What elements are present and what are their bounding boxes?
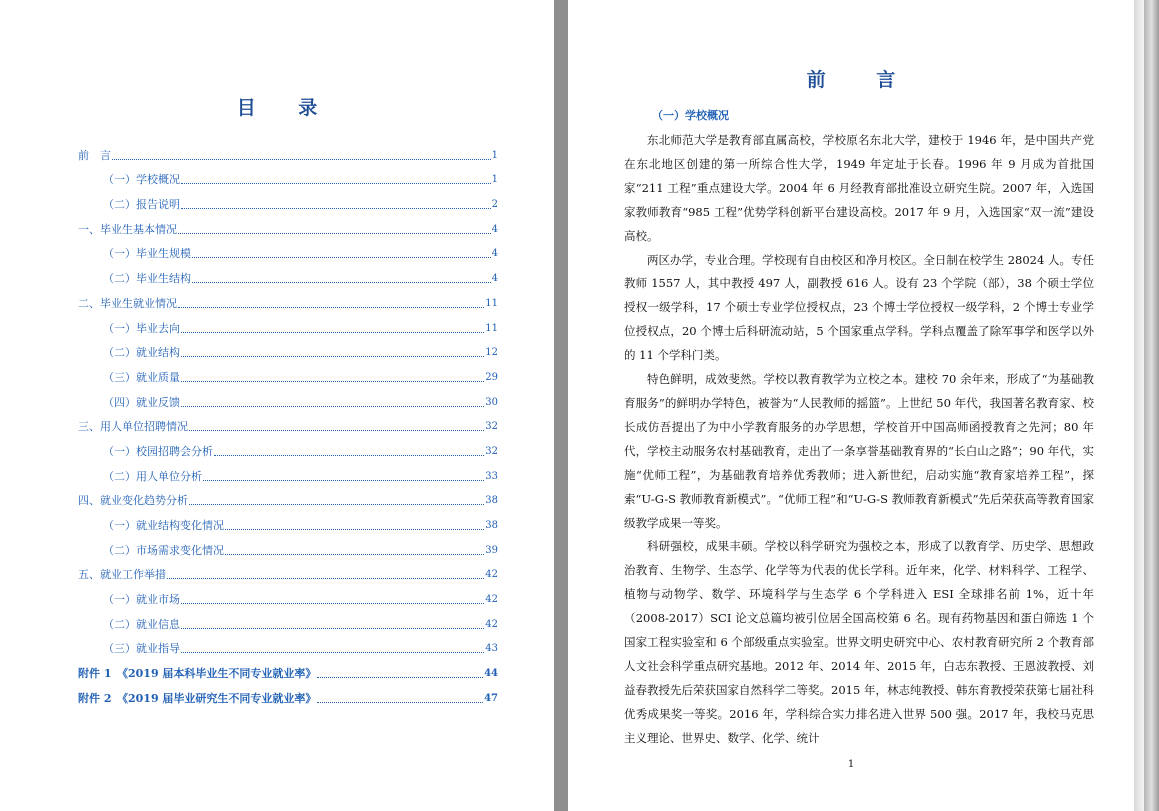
toc-entry-page: 42	[485, 618, 498, 630]
viewer-scrollbar[interactable]	[1144, 0, 1159, 811]
page-gutter	[554, 0, 568, 811]
toc-entry[interactable]	[78, 261, 498, 286]
section-heading: （一）学校概况	[652, 109, 729, 122]
toc-entry[interactable]	[78, 533, 498, 558]
toc-entry[interactable]	[78, 385, 498, 410]
toc-entry-text: （二）用人单位分析	[103, 469, 202, 483]
toc-entry-text: （二）就业信息	[103, 617, 180, 631]
toc-entry-text: 三、用人单位招聘情况	[78, 420, 188, 434]
toc-entry[interactable]	[78, 582, 498, 607]
toc-entry-page: 39	[485, 544, 498, 556]
toc-entry-page: 4	[491, 223, 498, 235]
toc-leader-dots	[225, 528, 484, 530]
toc-entry[interactable]	[78, 286, 498, 311]
toc-leader-dots	[181, 602, 484, 604]
toc-entry[interactable]	[78, 607, 498, 632]
toc-entry-page: 32	[485, 445, 498, 457]
toc-entry-page: 11	[485, 322, 498, 334]
toc-leader-dots	[189, 503, 484, 505]
toc-entry-page: 12	[485, 347, 498, 359]
toc-entry[interactable]	[78, 336, 498, 361]
toc-entry-page: 11	[485, 297, 498, 309]
paragraph: 特色鲜明，成效斐然。学校以教育教学为立校之本。建校 70 余年来，形成了“为基础教育服务”的鲜明办学特色，被誉为“人民教师的摇篮”。上世纪 50 年代，我国著名教育家、校长成仿吾提出了为中小学教育服务的办学思想，学校首开中国高师函授教育之先河；80 年代，学校主动服务农村基础教育，走出了一条享誉基础教育界的“长白山之路”；90 年代，实施“优师工程”，为基础教育培养优秀教师；进入新世纪，启动实施“教育家培养工程”，探索“U-G-S 教师教育新模式”。“优师工程”和“U-G-S 教师教育新模式”先后荣获高等教育国家级教学成果一等奖。	[624, 372, 1094, 530]
toc-entry-text: 附件 1 《2019 届本科毕业生不同专业就业率》	[78, 667, 317, 681]
toc-entry-text: （一）就业市场	[103, 593, 180, 607]
toc-entry-text: （二）报告说明	[103, 198, 180, 212]
toc-entry[interactable]	[78, 187, 498, 212]
toc-entry[interactable]	[78, 410, 498, 435]
toc-leader-dots	[181, 405, 484, 407]
paragraph: 两区办学，专业合理。学校现有自由校区和净月校区。全日制在校学生 28024 人。专任教师 1557 人，其中教授 497 人，副教授 616 人。设有 23 个学院（部），38 个硕士学位授权一级学科，17 个硕士专业学位授权点，23 个博士学位授权一级学科，2 个博士专业学位授权点，20 个博士后科研流动站，5 个国家重点学科。学科点覆盖了除军事学和医学以外的 11 个学科门类。	[624, 252, 1094, 363]
toc-entry-page: 4	[491, 248, 498, 260]
toc-leader-dots	[214, 454, 484, 456]
toc-entry-text: （一）学校概况	[103, 173, 180, 187]
toc-entry-page: 2	[491, 199, 498, 211]
toc-entry-page: 32	[485, 421, 498, 433]
toc-entry-page: 42	[485, 594, 498, 606]
toc-entry-text: 一、毕业生基本情况	[78, 222, 177, 236]
toc-entry[interactable]	[78, 508, 498, 533]
toc-entry[interactable]	[78, 656, 498, 681]
toc-entry-page: 33	[485, 470, 498, 482]
toc-entry[interactable]	[78, 237, 498, 262]
toc-entry-page: 1	[491, 174, 498, 186]
toc-entry-page: 1	[491, 149, 498, 161]
toc-entry-page: 38	[485, 495, 498, 507]
paragraph: 东北师范大学是教育部直属高校，学校原名东北大学，建校于 1946 年，是中国共产党在东北地区创建的第一所综合性大学，1949 年定址于长春。1996 年 9 月成为首批国家“211 工程”重点建设大学。2004 年 6 月经教育部批准设立研究生院。2007 年，入选国家教师教育“985 工程”优势学科创新平台建设高校。2017 年 9 月，入选国家“双一流”建设高校。	[624, 133, 1094, 243]
toc-entry-page: 38	[485, 520, 498, 531]
toc-entry-page: 44	[484, 668, 498, 680]
toc-entry[interactable]	[78, 459, 498, 484]
toc-leader-dots	[178, 232, 491, 234]
toc-leader-dots	[181, 380, 484, 382]
paragraph: 科研强校，成果丰硕。学校以科学研究为强校之本，形成了以教育学、历史学、思想政治教育、生物学、生态学、化学等为代表的优长学科。近年来，化学、材料科学、工程学、植物与动物学、数学、环境科学与生态学 6 个学科进入 ESI 全球排名前 1%，近十年（2008-2017）SCI 论文总篇均被引位居全国高校第 6 名。现有药物基因和蛋白筛选 1 个国家工程实验室和 6 个部级重点实验室。世界文明史研究中心、农村教育研究所 2 个教育部人文社会科学重点研究基地。2012 年、2014 年、2015 年，白志东教授、王恩波教授、刘益春教授先后荣获国家自然科学二等奖。2015 年，林志纯教授、韩东育教授荣获第七届社科优秀成果奖一等奖。2016 年，学科综合实力排名进入世界 500 强。2017 年，我校马克思主义理论、世界史、数学、化学、统计	[624, 539, 1094, 745]
page-number: 1	[847, 759, 855, 770]
toc-leader-dots	[181, 651, 484, 653]
toc-entry[interactable]	[78, 558, 498, 583]
toc-entry-text: （四）就业反馈	[103, 395, 180, 409]
toc-entry-text: （一）毕业生规模	[103, 247, 191, 261]
toc-leader-dots	[317, 676, 483, 678]
toc-entry-page: 4	[491, 273, 498, 285]
toc-leader-dots	[317, 701, 483, 703]
toc-entry-text: 五、就业工作举措	[78, 568, 166, 582]
toc-leader-dots	[178, 306, 484, 308]
toc-entry-page: 42	[485, 569, 498, 581]
toc-entry-text: 二、毕业生就业情况	[78, 296, 177, 310]
toc-leader-dots	[181, 627, 484, 629]
toc-leader-dots	[192, 256, 491, 258]
toc-entry-text: （三）就业质量	[103, 370, 180, 384]
toc-page	[0, 0, 554, 811]
preface-page	[568, 0, 1134, 811]
toc-leader-dots	[181, 207, 491, 209]
toc-entry-text: （二）毕业生结构	[103, 272, 191, 286]
toc-entry[interactable]	[78, 434, 498, 459]
toc-entry[interactable]	[78, 311, 498, 336]
preface-body	[624, 129, 1094, 751]
toc-entry-page: 30	[485, 396, 498, 408]
toc-leader-dots	[112, 158, 491, 160]
toc-leader-dots	[225, 553, 484, 555]
toc-leader-dots	[181, 331, 484, 333]
toc-entry-text: （二）市场需求变化情况	[103, 543, 224, 557]
toc-entry[interactable]	[78, 138, 498, 163]
toc-entry[interactable]	[78, 163, 498, 188]
toc-entry-text: （二）就业结构	[103, 346, 180, 360]
toc-leader-dots	[181, 182, 491, 184]
toc-entry[interactable]	[78, 360, 498, 385]
toc-leader-dots	[189, 429, 484, 431]
toc-entry-page: 43	[485, 643, 498, 655]
next-page-edge	[1134, 0, 1144, 811]
toc-entry[interactable]	[78, 484, 498, 509]
toc-entry-text: 附件 2 《2019 届毕业研究生不同专业就业率》	[78, 691, 317, 705]
toc-leader-dots	[167, 577, 484, 579]
toc-entry-text: 前 言	[78, 148, 111, 162]
toc-leader-dots	[203, 479, 484, 481]
toc-entry-text: （一）就业结构变化情况	[103, 519, 224, 532]
preface-title: 前 言	[806, 69, 918, 91]
toc-entry-text: （三）就业指导	[103, 642, 180, 656]
toc-entry[interactable]	[78, 681, 498, 706]
toc-entry-page: 47	[484, 692, 498, 704]
toc-leader-dots	[192, 281, 491, 283]
toc-list	[78, 138, 498, 706]
toc-entry[interactable]	[78, 212, 498, 237]
toc-entry-text: （一）毕业去向	[103, 321, 180, 335]
toc-title: 目 录	[236, 97, 336, 119]
toc-entry-text: （一）校园招聘会分析	[103, 444, 213, 458]
toc-entry-text: 四、就业变化趋势分析	[78, 494, 188, 508]
toc-entry-page: 29	[485, 371, 498, 383]
toc-entry[interactable]	[78, 632, 498, 657]
toc-leader-dots	[181, 355, 484, 357]
